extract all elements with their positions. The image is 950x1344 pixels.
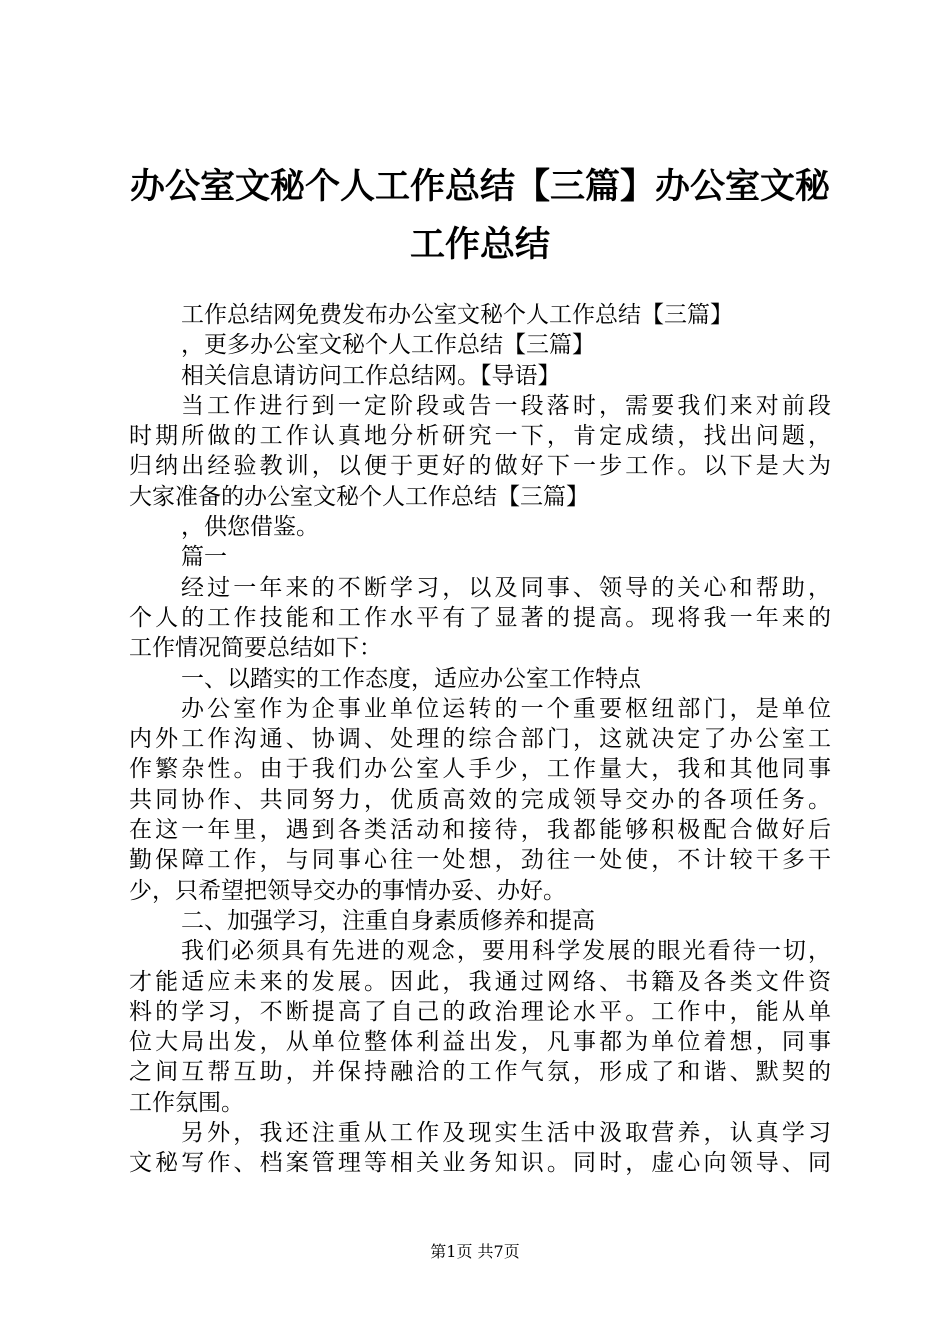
body-line: 在这一年里，遇到各类活动和接待，我都能够积极配合做好后 (129, 817, 831, 844)
body-line: 内外工作沟通、协调、处理的综合部门，这就决定了办公室工 (129, 726, 831, 753)
title-line-1: 办公室文秘个人工作总结【三篇】办公室文秘 (129, 167, 830, 207)
body-line: 工作总结网免费发布办公室文秘个人工作总结【三篇】 (181, 302, 733, 328)
body-line: 个人的工作技能和工作水平有了显著的提高。现将我一年来的 (129, 604, 831, 631)
document-body (129, 300, 831, 1179)
body-line: 之间互帮互助，并保持融洽的工作气氛，形成了和谐、默契的 (129, 1059, 831, 1086)
body-line: 归纳出经验教训，以便于更好的做好下一步工作。以下是大为 (129, 453, 831, 480)
body-line: 二、加强学习，注重自身素质修养和提高 (181, 907, 595, 934)
body-line: 共同协作、共同努力，优质高效的完成领导交办的各项任务。 (129, 786, 831, 813)
body-line: 时期所做的工作认真地分析研究一下，肯定成绩，找出问题， (129, 423, 831, 450)
body-line: 作繁杂性。由于我们办公室人手少，工作量大，我和其他同事 (129, 756, 831, 783)
body-line: 一、以踏实的工作态度，适应办公室工作特点 (181, 665, 641, 692)
body-line: 才能适应未来的发展。因此，我通过网络、书籍及各类文件资 (129, 968, 831, 995)
body-line: ，更多办公室文秘个人工作总结【三篇】 (181, 332, 595, 359)
body-line: 相关信息请访问工作总结网。【导语】 (181, 362, 561, 389)
body-line: 经过一年来的不断学习，以及同事、领导的关心和帮助， (181, 574, 831, 601)
page-footer: 第1页 共7页 (430, 1242, 520, 1261)
body-line: 工作氛围。 (129, 1089, 244, 1116)
body-line: 另外，我还注重从工作及现实生活中汲取营养，认真学习 (181, 1120, 831, 1147)
body-line: 大家准备的办公室文秘个人工作总结【三篇】 (129, 483, 589, 510)
body-line: 工作情况简要总结如下： (129, 635, 382, 662)
body-line: 勤保障工作，与同事心往一处想，劲往一处使，不计较干多干 (129, 847, 831, 874)
body-line: 办公室作为企事业单位运转的一个重要枢纽部门，是单位 (181, 695, 831, 722)
document-title (110, 158, 850, 274)
body-line: 篇一 (181, 544, 227, 571)
title-line-2: 工作总结 (409, 225, 550, 265)
body-line: 文秘写作、档案管理等相关业务知识。同时，虚心向领导、同 (129, 1150, 831, 1177)
body-line: 料的学习，不断提高了自己的政治理论水平。工作中，能从单 (129, 998, 831, 1025)
body-line: ，供您借鉴。 (181, 514, 319, 541)
body-line: 位大局出发，从单位整体利益出发，凡事都为单位着想，同事 (129, 1029, 831, 1056)
body-line: 少，只希望把领导交办的事情办妥、办好。 (129, 877, 566, 904)
body-line: 当工作进行到一定阶段或告一段落时，需要我们来对前段 (181, 392, 831, 419)
body-line: 我们必须具有先进的观念，要用科学发展的眼光看待一切， (181, 938, 831, 965)
